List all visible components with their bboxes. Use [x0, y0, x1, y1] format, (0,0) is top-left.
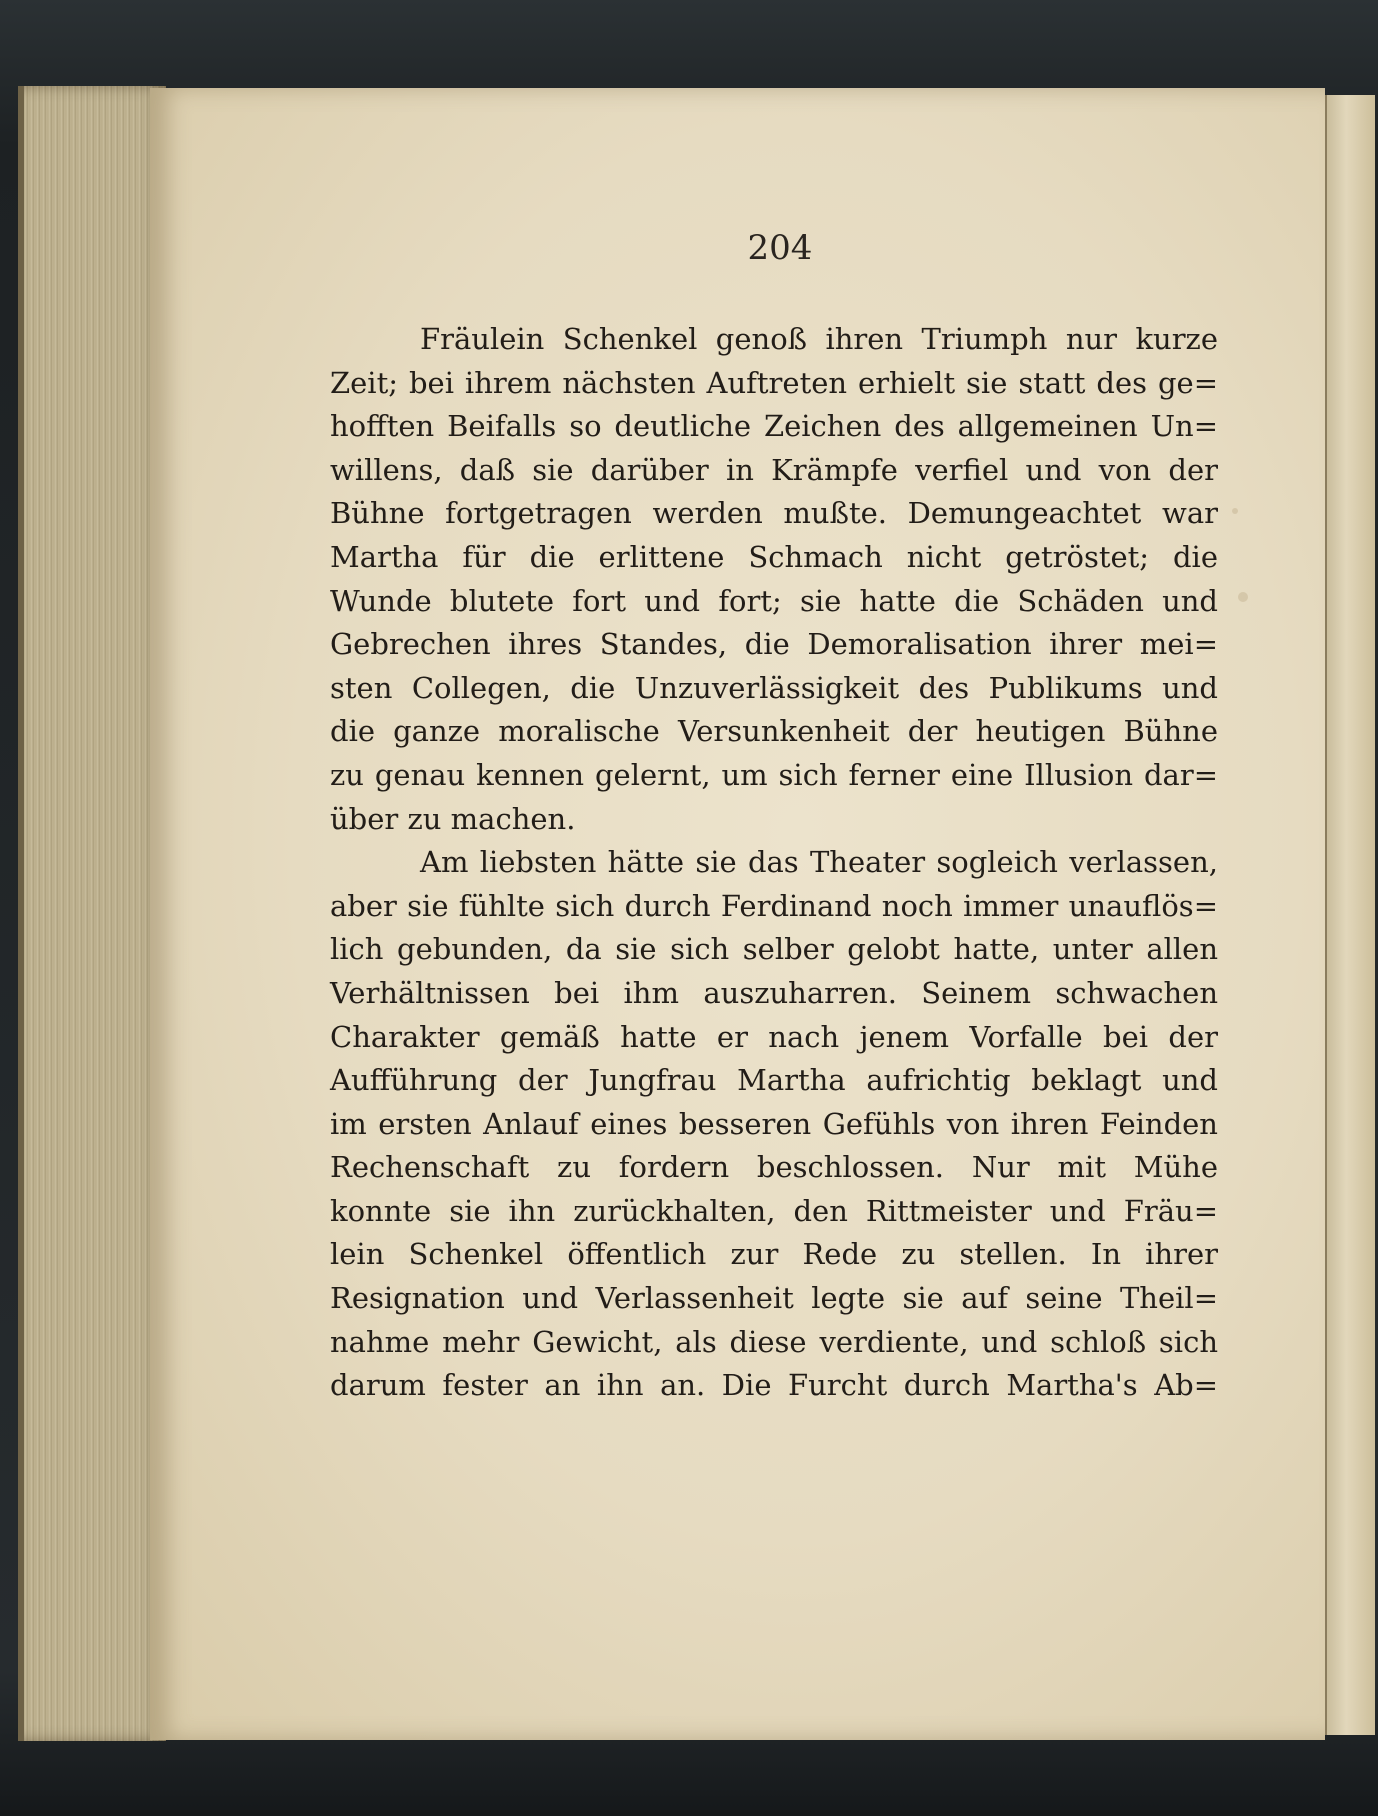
text-line: Am liebsten hätte sie das Theater sogleich verlassen,	[420, 845, 1218, 880]
text-line: Charakter gemäß hatte er nach jenem Vorfalle bei der	[330, 1019, 1218, 1054]
text-line: Resignation und Verlassenheit legte sie auf seine Theil=	[330, 1281, 1218, 1316]
text-line: zu genau kennen gelernt, um sich ferner eine Illusion dar=	[330, 757, 1218, 792]
page-number: 204	[747, 228, 813, 268]
text-line: nahme mehr Gewicht, als diese verdiente, und schloß sich	[330, 1324, 1218, 1359]
text-line: Fräulein Schenkel genoß ihren Triumph nur kurze	[420, 322, 1218, 356]
text-line: willens, daß sie darüber in Krämpfe verfiel und von der	[330, 452, 1218, 487]
text-line: im ersten Anlauf eines besseren Gefühls von ihren Feinden	[330, 1106, 1218, 1141]
paragraph	[330, 318, 1218, 841]
text-line: hofften Beifalls so deutliche Zeichen des allgemeinen Un=	[330, 409, 1218, 444]
text-line: Martha für die erlittene Schmach nicht getröstet; die	[330, 539, 1218, 574]
text-line: aber sie fühlte sich durch Ferdinand noch immer unauflös=	[330, 888, 1218, 923]
text-line: darum fester an ihn an. Die Furcht durch Martha's Ab=	[330, 1368, 1218, 1403]
right-page-edge	[1325, 95, 1375, 1735]
text-line: lein Schenkel öffentlich zur Rede zu stellen. In ihrer	[330, 1237, 1218, 1272]
text-line: Verhältnissen bei ihm auszuharren. Seinem schwachen	[330, 975, 1218, 1010]
text-line: sten Collegen, die Unzuverlässigkeit des Publikums und	[330, 670, 1218, 705]
paper-stain	[1232, 508, 1238, 514]
page-stack-edge	[18, 86, 166, 1741]
paragraph	[330, 841, 1218, 1408]
text-line: Wunde blutete fort und fort; sie hatte die Schäden und	[330, 583, 1218, 618]
text-line: Rechenschaft zu fordern beschlossen. Nur mit Mühe	[330, 1150, 1218, 1185]
text-line: Aufführung der Jungfrau Martha aufrichtig beklagt und	[330, 1063, 1218, 1098]
paper-stain	[1238, 592, 1248, 602]
page-body-text	[330, 318, 1218, 1408]
text-line: Gebrechen ihres Standes, die Demoralisation ihrer mei=	[330, 627, 1218, 662]
text-line: Bühne fortgetragen werden mußte. Demungeachtet war	[330, 496, 1218, 531]
text-line: konnte sie ihn zurückhalten, den Rittmeister und Fräu=	[330, 1193, 1218, 1228]
text-line: über zu machen.	[330, 801, 576, 836]
text-line: die ganze moralische Versunkenheit der heutigen Bühne	[330, 714, 1218, 749]
text-line: lich gebunden, da sie sich selber gelobt hatte, unter allen	[330, 932, 1218, 967]
text-line: Zeit; bei ihrem nächsten Auftreten erhielt sie statt des ge=	[330, 365, 1218, 400]
